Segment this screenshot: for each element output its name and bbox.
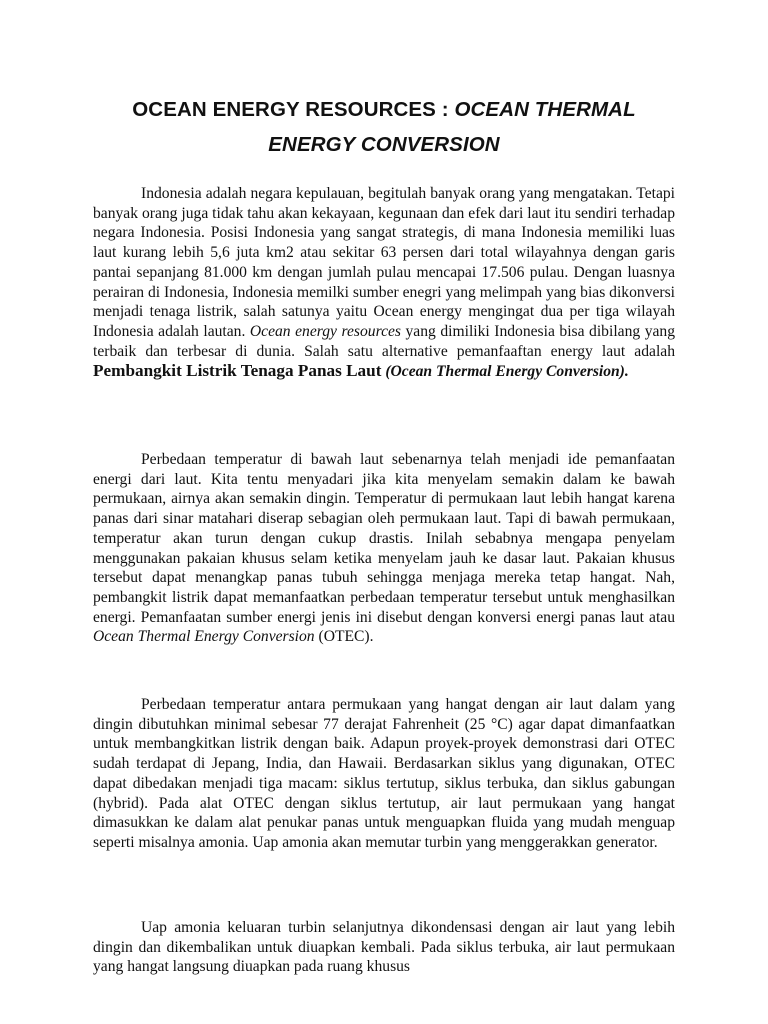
paragraph-4: Uap amonia keluaran turbin selanjutnya dikondensasi dengan air laut yang lebih dingin dan dikembalikan untuk diuapkan kembali. Pada siklus terbuka, air laut permukaan yang hangat langsung diuapkan pada ruang khusus (93, 919, 675, 976)
paragraph-2 (93, 450, 675, 647)
p1-bold-term: Pembangkit Listrik Tenaga Panas Laut (93, 361, 382, 381)
p1-text-c: yang dimiliki Indonesia bisa dibilang yang terbaik dan terbesar di dunia. Salah satu alternative pemanfaaftan energy laut adalah (93, 322, 675, 360)
p2-italic: Ocean Thermal Energy Conversion (93, 628, 315, 646)
title-main: OCEAN ENERGY RESOURCES : (132, 98, 455, 121)
p2-text-a: Perbedaan temperatur di bawah laut sebenarnya telah menjadi ide pemanfaatan energi dari laut. Kita tentu menyadari jika kita menyelam semakin dalam ke bawah permukaan, airnya akan semakin dingin. Temperatur di permukaan laut lebih hangat karena panas dari sinar matahari diserap sebagian oleh permukaan laut. Tapi di bawah permukaan, temperatur akan turun dengan cukup drastis. Inilah sebabnya mengapa penyelam menggunakan pakaian khusus selam ketika menyelam jauh ke dasar laut. Pakaian khusus tersebut dapat menangkap panas tubuh sehingga menjaga mereka tetap hangat. Nah, pembangkit listrik dapat memanfaatkan perbedaan temperatur tersebut untuk menghasilkan energi. Pemanfaatan sumber energi jenis ini disebut dengan konversi energi panas laut atau (93, 451, 675, 626)
title-italic: OCEAN THERMAL ENERGY CONVERSION (268, 98, 636, 156)
p1-italic: Ocean energy resources (249, 322, 401, 340)
paragraph-3: Perbedaan temperatur antara permukaan yang hangat dengan air laut dalam yang dingin dibutuhkan minimal sebesar 77 derajat Fahrenheit (25 °C) agar dapat dimanfaatkan untuk membangkitkan listrik dengan baik. Adapun proyek-proyek demonstrasi dari OTEC sudah terdapat di Jepang, India, dan Hawaii. Berdasarkan siklus yang digunakan, OTEC dapat dibedakan menjadi tiga macam: siklus tertutup, siklus terbuka, dan siklus gabungan (hybrid). Pada alat OTEC dengan siklus tertutup, air laut permukaan yang hangat dimasukkan ke dalam alat penukar panas untuk menguapkan fluida yang mudah menguap seperti misalnya amonia. Uap amonia akan memutar turbin yang menggerakkan generator. (93, 696, 675, 851)
p1-bold-italic: (Ocean Thermal Energy Conversion). (385, 363, 629, 381)
paragraph-1 (93, 184, 675, 382)
p2-text-c: (OTEC). (314, 628, 374, 646)
p1-text-a: Indonesia adalah negara kepulauan, begitulah banyak orang yang mengatakan. Tetapi banyak orang juga tidak tahu akan kekayaan, kegunaan dan efek dari laut itu sendiri terhadap negara Indonesia. Posisi Indonesia yang sangat strategis, di mana Indonesia memiliki luas laut kurang lebih 5,6 juta km2 atau sekitar 63 persen dari total wilayahnya dengan garis pantai sepanjang 81.000 km dengan jumlah pulau mencapai 17.506 pulau. Dengan luasnya perairan di Indonesia, Indonesia memilki sumber enegri yang melimpah yang bias dikonversi menjadi tenaga listrik, salah satunya yaitu Ocean energy mengingat dua per tiga wilayah Indonesia adalah lautan. (93, 185, 676, 340)
page-title (92, 92, 676, 162)
